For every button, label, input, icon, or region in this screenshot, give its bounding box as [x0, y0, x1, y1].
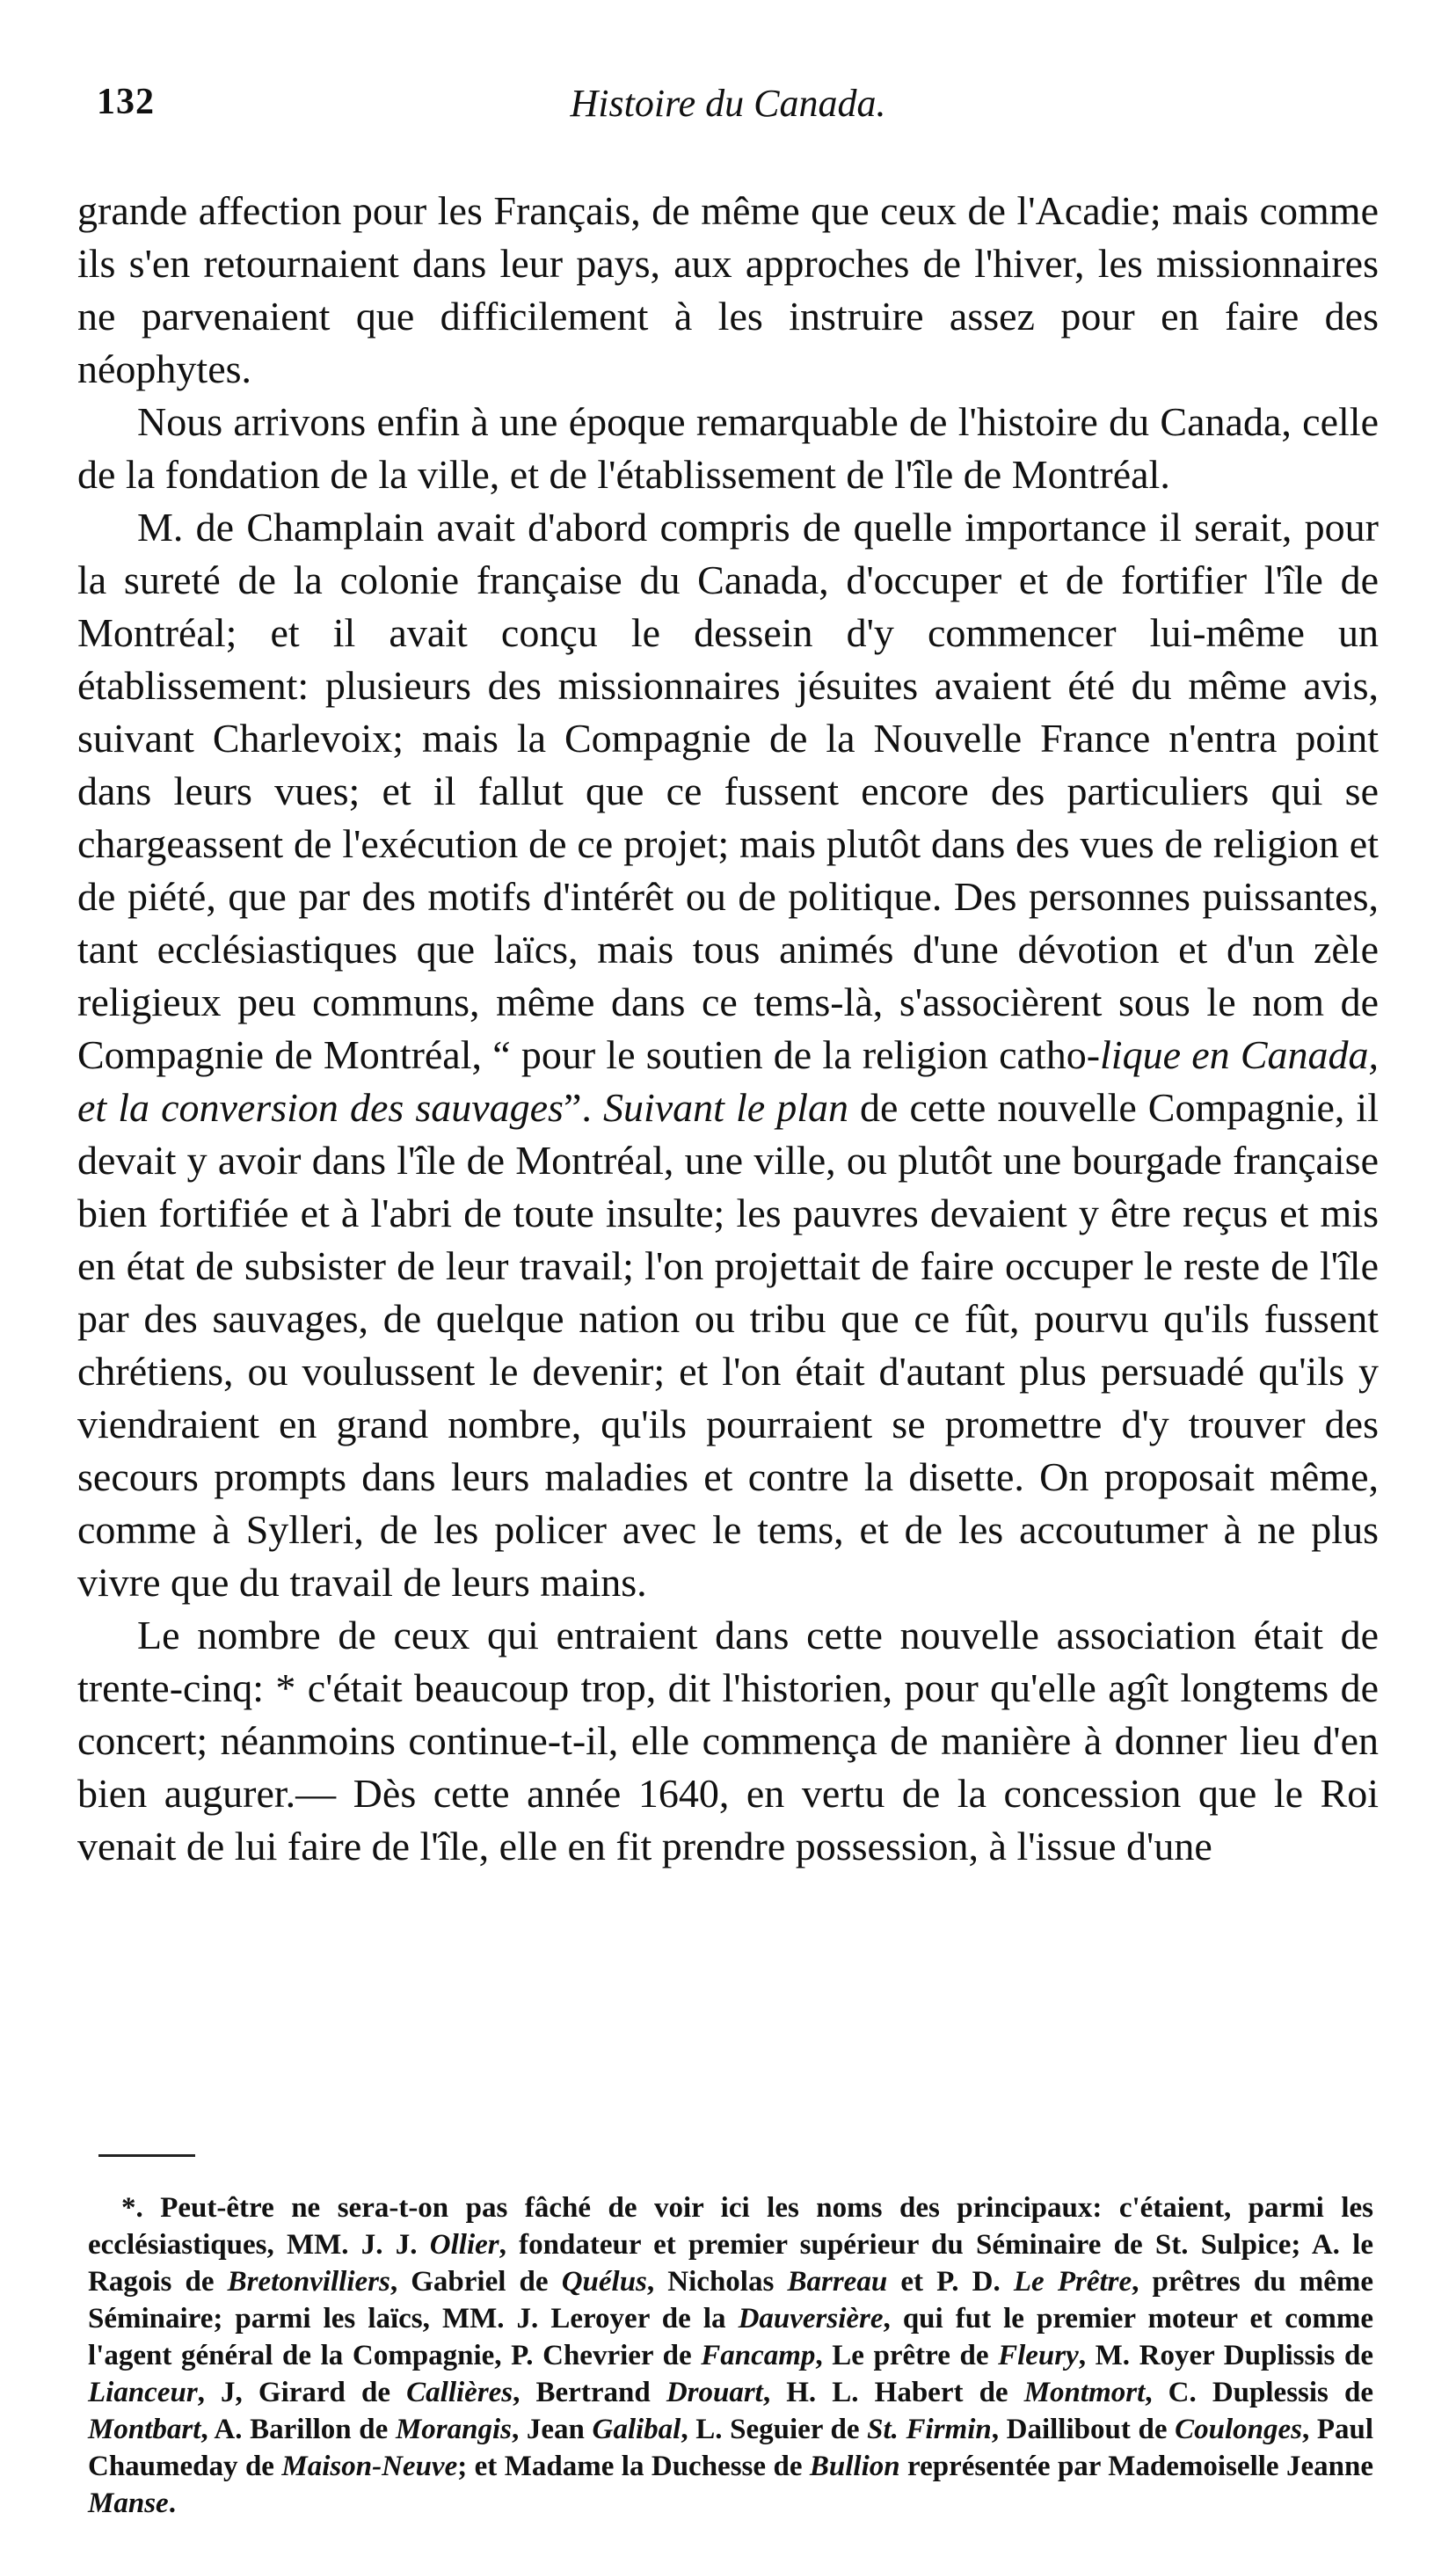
- footnote-text: représentée par Mademoiselle Jeanne: [899, 2451, 1373, 2482]
- paragraph: [77, 185, 1379, 396]
- footnote-text: , Nicholas: [646, 2266, 788, 2298]
- italic-text: lique en Canada, et la conversion des sauvages: [77, 1032, 1380, 1130]
- footnote: [88, 2189, 1373, 2522]
- paragraph-text: ”.: [563, 1085, 603, 1130]
- footnote-name: Bretonvilliers: [227, 2266, 390, 2298]
- footnote-name: Ollier: [429, 2229, 499, 2261]
- footnote-text: , H. L. Habert de: [762, 2377, 1024, 2408]
- footnote-paragraph: [88, 2189, 1373, 2522]
- footnote-text: *. Peut-être ne sera-t-on pas fâché de voir ici les noms des principaux: c'étaient, parmi les ecclésiastiques, MM. J. J.: [88, 2192, 1373, 2261]
- footnote-text: .: [168, 2488, 176, 2519]
- footnote-name: Dauversière: [738, 2303, 884, 2335]
- footnote-name: Manse: [88, 2488, 169, 2519]
- footnote-text: et P. D.: [887, 2266, 1014, 2298]
- footnote-text: , Gabriel de: [389, 2266, 562, 2298]
- footnote-name: Galibal: [592, 2414, 681, 2445]
- footnote-text: , qui fut le premier moteur et comme l'agent général de la Compagnie, P. Chevrier de: [88, 2303, 1373, 2371]
- footnote-name: Drouart: [666, 2377, 763, 2408]
- footnote-name: Quélus: [561, 2266, 647, 2298]
- footnote-name: Montmort: [1023, 2377, 1146, 2408]
- italic-text: Suivant le plan: [602, 1085, 848, 1130]
- footnote-text: ; et Madame la Duchesse de: [457, 2451, 810, 2482]
- footnote-name: St. Firmin: [867, 2414, 992, 2445]
- page-header: [77, 81, 1379, 134]
- footnote-text: , C. Duplessis de: [1145, 2377, 1374, 2408]
- page-number: 132: [97, 82, 155, 122]
- paragraph-text: Le nombre de ceux qui entraient dans cette nouvelle association était de trente-cinq: * c'était beaucoup trop, dit l'historien, pour qu'elle agît longtems de concert; néanmoins continue-t-il, elle commença de manière à donner lieu d'en bien augurer.— Dès cette année 1640, en vertu de la concession que le Roi venait de lui faire de l'île, elle en fit prendre possession, à l'issue d'une: [77, 1613, 1379, 1868]
- paragraph: [77, 501, 1379, 1609]
- footnote-name: Fleury: [998, 2340, 1079, 2371]
- footnote-separator: [98, 2154, 195, 2157]
- footnote-text: , Bertrand: [513, 2377, 666, 2408]
- footnote-name: Coulonges: [1175, 2414, 1302, 2445]
- paragraph-text: M. de Champlain avait d'abord compris de quelle importance il serait, pour la sureté de la colonie française du Canada, d'occuper et de fortifier l'île de Montréal; et il avait conçu le dessein d'y commencer lui-même un établissement: plusieurs des missionnaires jésuites avaient été du même avis, suivant Charlevoix; mais la Compagnie de la Nouvelle France n'entra point dans leurs vues; et il fallut que ce fussent encore des particuliers qui se chargeassent de l'exécution de ce projet; mais plutôt dans des vues de religion et de piété, que par des motifs d'intérêt ou de politique. Des personnes puissantes, tant ecclésiastiques que laïcs, mais tous animés d'une dévotion et d'un zèle religieux peu communs, même dans ce tems-là, s'associèrent sous le nom de Compagnie de Montréal, “ pour le soutien de la religion catho-: [77, 505, 1379, 1077]
- main-text: [77, 185, 1379, 1873]
- footnote-name: Bullion: [809, 2451, 900, 2482]
- footnote-text: , L. Seguier de: [681, 2414, 868, 2445]
- paragraph: [77, 396, 1379, 501]
- footnote-name: Maison-Neuve: [281, 2451, 458, 2482]
- footnote-name: Lianceur: [88, 2377, 198, 2408]
- footnote-text: , fondateur et premier supérieur du Séminaire de St. Sulpice; A. le Ragois de: [88, 2229, 1373, 2298]
- footnote-name: Montbart: [88, 2414, 201, 2445]
- paragraph-text: grande affection pour les Français, de même que ceux de l'Acadie; mais comme ils s'en retournaient dans leur pays, aux approches de l'hiver, les missionnaires ne parvenaient que difficilement à les instruire assez pour en faire des néophytes.: [77, 188, 1379, 391]
- footnote-text: , Daillibout de: [991, 2414, 1176, 2445]
- footnote-name: Morangis: [395, 2414, 512, 2445]
- footnote-text: , prêtres du même Séminaire; parmi les laïcs, MM. J. Leroyer de la: [88, 2266, 1374, 2335]
- footnote-name: Fancamp: [701, 2340, 816, 2371]
- running-title: Histoire du Canada.: [570, 82, 886, 125]
- paragraph: [77, 1609, 1379, 1873]
- footnote-name: Callières: [406, 2377, 513, 2408]
- footnote-text: , Le prêtre de: [815, 2340, 999, 2371]
- footnote-text: , Paul Chaumeday de: [88, 2414, 1374, 2482]
- footnote-text: , A. Barillon de: [200, 2414, 396, 2445]
- footnote-name: Barreau: [787, 2266, 888, 2298]
- footnote-name: Le Prêtre: [1013, 2266, 1132, 2298]
- paragraph-text: de cette nouvelle Compagnie, il devait y avoir dans l'île de Montréal, une ville, ou plutôt une bourgade française bien fortifiée et à l'abri de toute insulte; les pauvres devaient y être reçus et mis en état de subsister de leur travail; l'on projettait de faire occuper le reste de l'île par des sauvages, de quelque nation ou tribu que ce fût, pourvu qu'ils fussent chrétiens, ou voulussent le devenir; et l'on était d'autant plus persuadé qu'ils y viendraient en grand nombre, qu'ils pourraient se promettre d'y trouver des secours prompts dans leurs maladies et contre la disette. On proposait même, comme à Sylleri, de les policer avec le tems, et de les accoutumer à ne plus vivre que du travail de leurs mains.: [77, 1085, 1379, 1605]
- footnote-text: , Jean: [512, 2414, 593, 2445]
- footnote-text: , M. Royer Duplissis de: [1078, 2340, 1373, 2371]
- paragraph-text: Nous arrivons enfin à une époque remarquable de l'histoire du Canada, celle de la fondation de la ville, et de l'établissement de l'île de Montréal.: [77, 399, 1379, 497]
- footnote-text: , J, Girard de: [197, 2377, 407, 2408]
